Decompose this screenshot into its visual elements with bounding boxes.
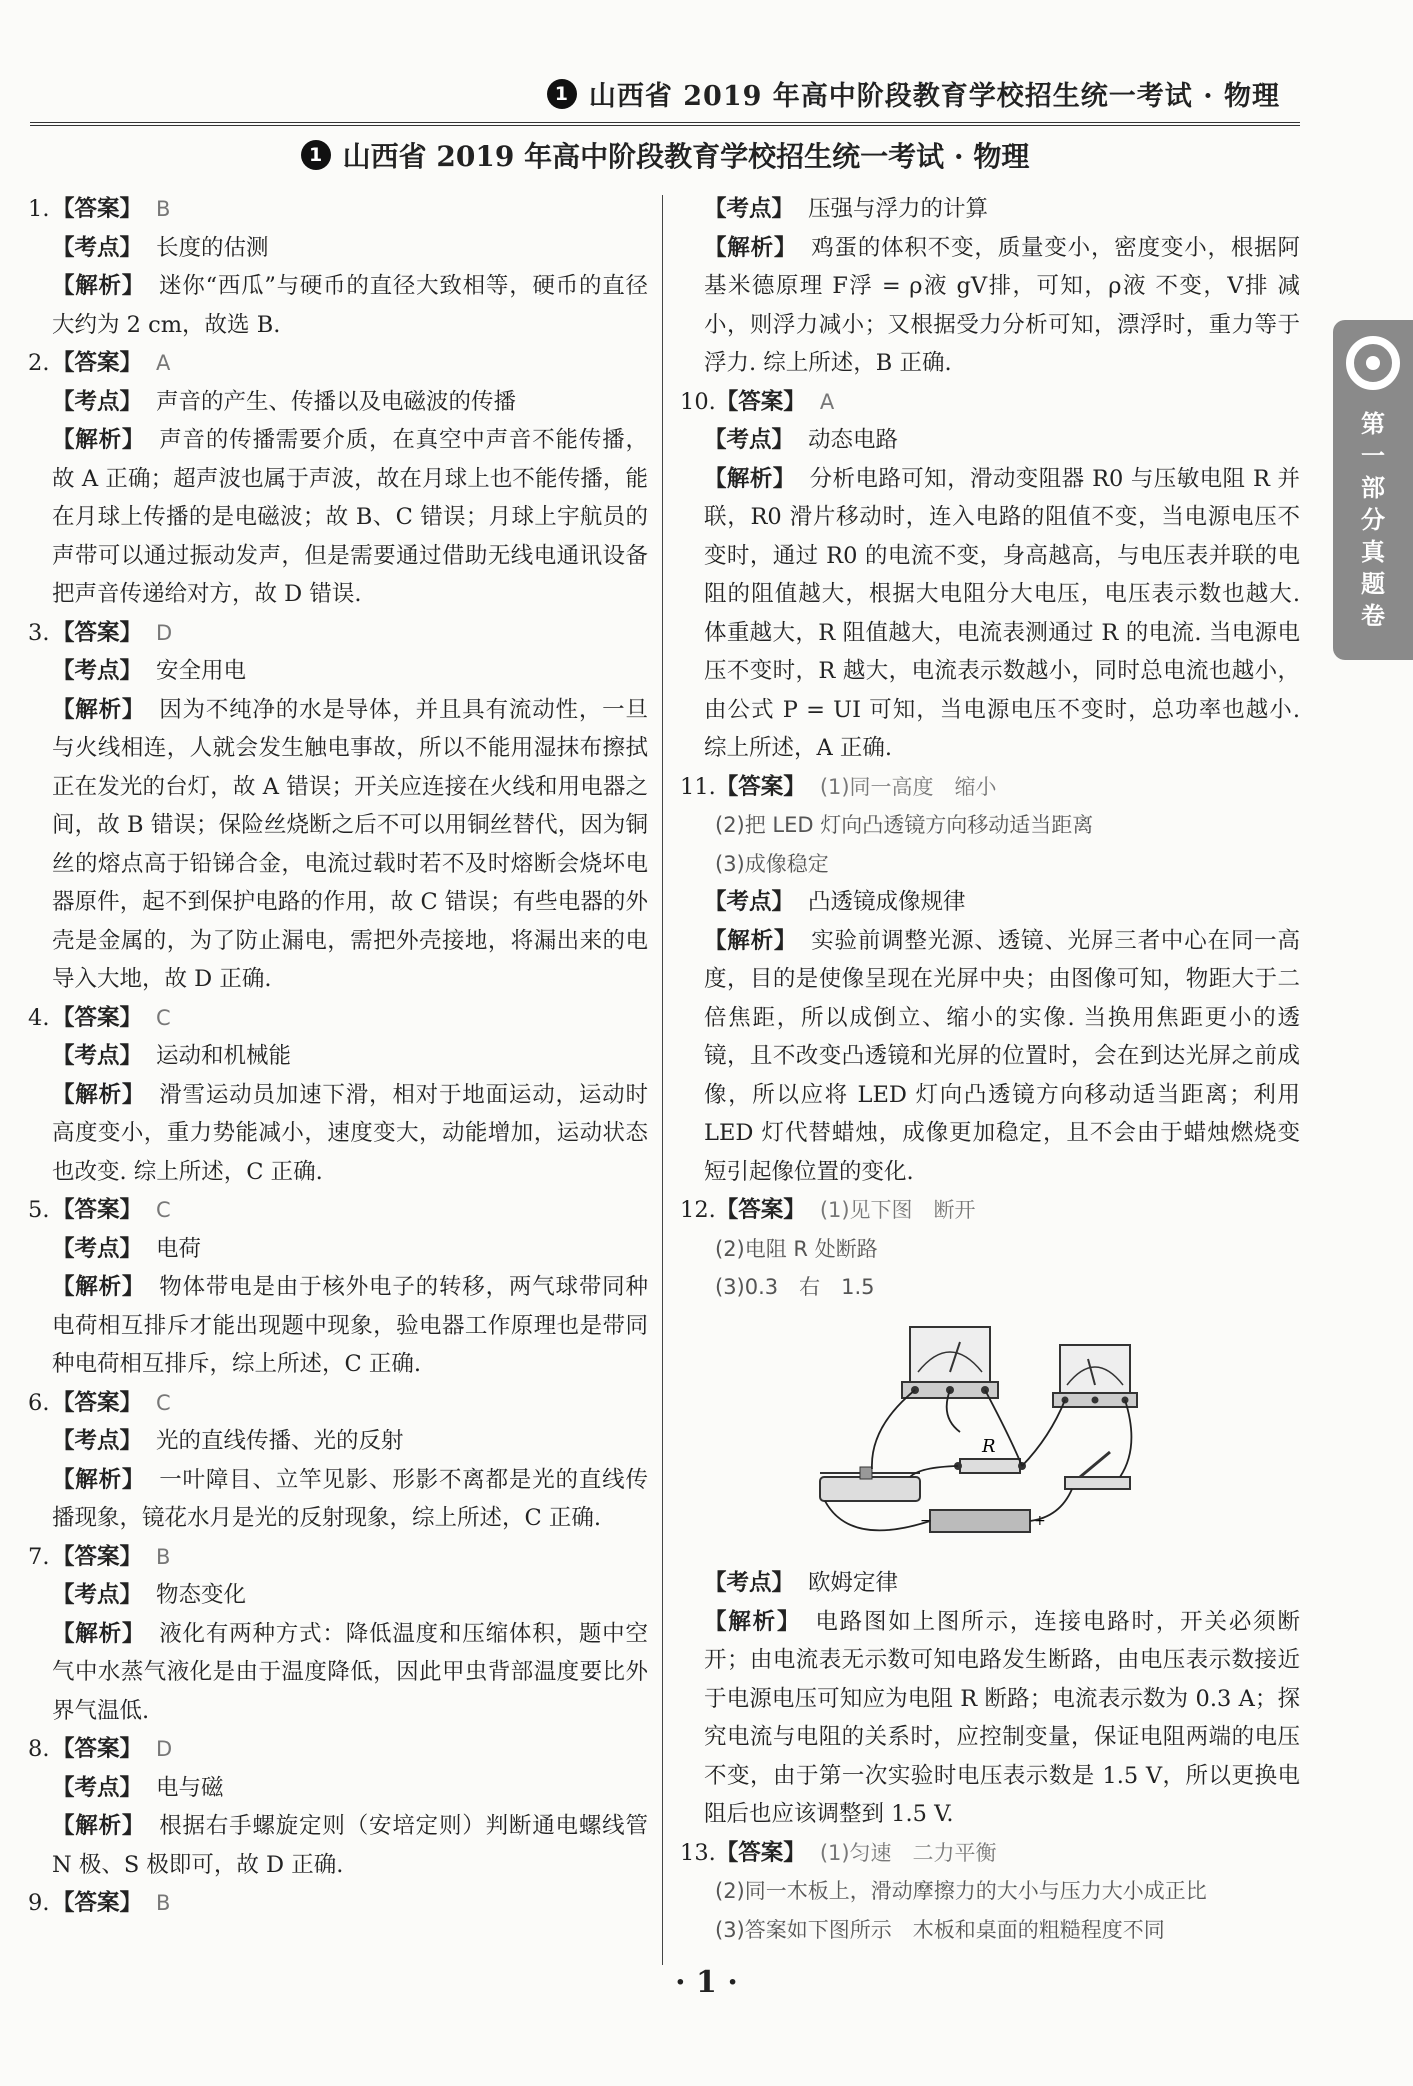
analysis-text: 鸡蛋的体积不变，质量变小，密度变小，根据阿基米德原理 F浮 = ρ液 gV排，可知，ρ液 不变，V排 减小，则浮力减小；又根据受力分析可知，漂浮时，重力等于浮力. 综上所述，B 正确. [704,234,1300,376]
question-number: 12. [680,1197,716,1223]
answer-label: 【答案】 [715,773,806,800]
answer-value: C [156,1198,171,1222]
point-label: 【考点】 [52,234,143,261]
question-13 [680,1834,1300,1950]
point-text: 电与磁 [156,1774,224,1801]
circuit-diagram [810,1317,1300,1555]
question-number: 13. [680,1839,716,1866]
analysis-label: 【解析】 [704,927,798,954]
analysis-text: 因为不纯净的水是导体，并且具有流动性，一旦与火线相连，人就会发生触电事故，所以不能用湿抹布擦拭正在发光的台灯，故 A 错误；开关应连接在火线和用电器之间，故 B 错误；保险丝烧断之后不可以用铜丝替代，因为铜丝的熔点高于铅锑合金，电流过载时若不及时熔断会烧坏电器原件，起不到保护电路的作用，故 C 错误；有些电器的外壳是金属的，为了防止漏电，需把外壳接地，将漏出来的电导入大地，故 D 正确. [52,696,648,992]
analysis-label: 【解析】 [52,696,146,723]
answer-value: B [156,1891,171,1915]
question-7 [28,1538,648,1731]
page-header [30,60,1300,126]
analysis-text: 实验前调整光源、透镜、光屏三者中心在同一高度，目的是使像呈现在光屏中央；由图像可知，物距大于二倍焦距，所以成倒立、缩小的实像. 当换用焦距更小的透镜，且不改变凸透镜和光屏的位置时，会在到达光屏之前成像，所以应将 LED 灯向凸透镜方向移动适当距离；利用 LED 灯代替蜡烛，成像更加稳定，且不会由于蜡烛燃烧变短引起像位置的变化. [704,927,1300,1185]
answer-value: D [156,1737,173,1761]
point-text: 物态变化 [156,1582,247,1608]
circuit-diagram-svg [810,1317,1140,1542]
answer-label: 【答案】 [715,388,806,415]
question-number: 5. [28,1197,50,1223]
question-number: 2. [28,350,50,376]
answer-value: B [156,197,171,221]
document-title [30,135,1300,175]
question-number: 6. [28,1389,50,1416]
question-12 [680,1191,1300,1834]
question-number: 10. [680,388,716,415]
rheostat-icon [820,1467,920,1501]
answer-label: 【答案】 [52,1736,143,1762]
answer-line-3: (3)0.3 右 1.5 [715,1275,875,1299]
analysis-label: 【解析】 [704,465,796,492]
point-label: 【考点】 [52,1043,143,1069]
answer-value: (1)同一高度 缩小 [819,774,997,799]
answer-label: 【答案】 [715,1197,806,1223]
question-8 [28,1730,648,1884]
point-label: 【考点】 [52,388,143,415]
point-text: 声音的产生、传播以及电磁波的传播 [156,388,517,415]
point-text: 压强与浮力的计算 [808,196,989,222]
point-label: 【考点】 [704,889,795,915]
point-label: 【考点】 [52,1774,143,1801]
question-10 [680,383,1300,768]
left-column [28,190,648,1923]
point-label: 【考点】 [52,1235,143,1262]
analysis-text: 声音的传播需要介质，在真空中声音不能传播，故 A 正确；超声波也属于声波，故在月球上也不能传播，能在月球上传播的是电磁波；故 B、C 错误；月球上宇航员的声带可以通过振动发声，但是需要通过借助无线电通讯设备把声音传递给对方，故 D 错误. [52,427,648,607]
answer-value: A [819,389,835,414]
point-text: 光的直线传播、光的反射 [156,1428,404,1454]
point-text: 欧姆定律 [808,1570,899,1596]
answer-label: 【答案】 [52,1890,143,1916]
point-text: 电荷 [156,1235,202,1262]
ammeter-icon [1053,1345,1137,1407]
answer-label: 【答案】 [52,1389,143,1416]
answer-label: 【答案】 [52,619,143,646]
answer-label: 【答案】 [52,1197,143,1223]
side-tab-label: 第一部分 真题卷 [1361,409,1385,630]
question-number: 7. [28,1543,50,1570]
analysis-text: 滑雪运动员加速下滑，相对于地面运动，运动时高度变小，重力势能减小，速度变大，动能增加，运动状态也改变. 综上所述，C 正确. [52,1081,648,1185]
analysis-text: 物体带电是由于核外电子的转移，两气球带同种电荷相互排斥才能出现题中现象，验电器工作原理也是带同种电荷相互排斥，综上所述，C 正确. [52,1274,648,1377]
analysis-text: 根据右手螺旋定则（安培定则）判断通电螺线管 N 极、S 极即可，故 D 正确. [52,1813,648,1878]
point-text: 凸透镜成像规律 [808,889,966,915]
analysis-label: 【解析】 [52,427,146,453]
question-9-answer [28,1884,648,1923]
question-number: 8. [28,1736,50,1762]
answer-value: (1)匀速 二力平衡 [819,1840,997,1865]
question-2 [28,344,648,614]
voltmeter-icon [902,1327,998,1398]
question-number: 9. [28,1890,50,1916]
resistor-r-icon [954,1459,1026,1473]
point-label: 【考点】 [704,427,795,453]
header-title-text: 山西省 2019 年高中阶段教育学校招生统一考试 · 物理 [588,81,1280,112]
analysis-label: 【解析】 [52,273,146,299]
question-9-continued [680,190,1300,383]
battery-icon [920,1510,1046,1532]
question-number: 3. [28,619,50,646]
resistor-r-label: R [982,1435,996,1457]
answer-line-3: (3)答案如下图所示 木板和桌面的粗糙程度不同 [715,1917,1165,1942]
answer-label: 【答案】 [52,350,143,376]
analysis-label: 【解析】 [52,1466,146,1493]
answer-value: B [156,1544,171,1569]
analysis-text: 迷你“西瓜”与硬币的直径大致相等，硬币的直径大约为 2 cm，故选 B. [52,273,648,338]
answer-value: C [156,1005,171,1030]
svg-text:−: − [920,1512,932,1529]
answer-value: A [156,351,171,375]
analysis-label: 【解析】 [52,1620,146,1647]
point-label: 【考点】 [52,1428,143,1454]
answer-line-2: (2)把 LED 灯向凸透镜方向移动适当距离 [715,813,1094,837]
question-3 [28,614,648,999]
answer-line-3: (3)成像稳定 [715,851,829,876]
answer-line-2: (2)电阻 R 处断路 [715,1236,878,1261]
analysis-label: 【解析】 [704,234,798,261]
question-1 [28,190,648,344]
point-text: 动态电路 [808,427,899,453]
header-title [547,74,1280,113]
point-label: 【考点】 [704,196,795,222]
answer-value: C [156,1390,171,1415]
target-icon [1346,336,1400,390]
question-number: 1. [28,196,50,222]
answer-label: 【答案】 [715,1839,806,1866]
answer-label: 【答案】 [52,196,143,222]
point-label: 【考点】 [52,1582,143,1608]
analysis-text: 分析电路可知，滑动变阻器 R0 与压敏电阻 R 并联，R0 滑片移动时，连入电路的阻值不变，当电源电压不变时，通过 R0 的电流不变，身高越高，与电压表并联的电阻的阻值越大，根据大电阻分大电压，电压表示数也越大. 体重越大，R 阻值越大，电流表测通过 R 的电流. 当电源电压不变时，R 越大，电流表示数越小，同时总电流也越小，由公式 P = UI 可知，当电源电压不变时，总功率也越小. 综上所述，A 正确. [704,465,1300,761]
section-side-tab [1333,320,1413,660]
question-6 [28,1384,648,1538]
answer-line-2: (2)同一木板上，滑动摩擦力的大小与压力大小成正比 [715,1879,1207,1903]
point-text: 运动和机械能 [156,1043,292,1069]
answer-value: D [156,620,173,645]
question-11 [680,768,1300,1192]
point-label: 【考点】 [52,658,143,684]
switch-icon [1065,1452,1130,1489]
answer-value: (1)见下图 断开 [819,1198,976,1222]
answer-label: 【答案】 [52,1543,143,1570]
answer-label: 【答案】 [52,1004,143,1031]
analysis-label: 【解析】 [52,1274,146,1300]
point-label: 【考点】 [704,1570,795,1596]
analysis-label: 【解析】 [52,1813,146,1839]
analysis-text: 一叶障目、立竿见影、形影不离都是光的直线传播现象，镜花水月是光的反射现象，综上所述，C 正确. [52,1466,648,1531]
right-column [680,190,1300,1949]
analysis-label: 【解析】 [52,1081,146,1108]
analysis-label: 【解析】 [704,1608,802,1635]
question-number: 4. [28,1004,50,1031]
column-divider [662,195,663,1965]
question-4 [28,999,648,1192]
question-number: 11. [680,773,716,800]
page-number: · 1 · [675,1965,738,2000]
header-number-badge: 1 [547,79,577,109]
document-title-text: 山西省 2019 年高中阶段教育学校招生统一考试 · 物理 [342,140,1030,173]
point-text: 安全用电 [156,658,247,684]
svg-text:+: + [1034,1512,1046,1529]
point-text: 长度的估测 [156,234,269,261]
title-number-badge: 1 [301,140,331,170]
analysis-text: 液化有两种方式：降低温度和压缩体积，题中空气中水蒸气液化是由于温度降低，因此甲虫背部温度要比外界气温低. [52,1620,648,1724]
analysis-text: 电路图如上图所示，连接电路时，开关必须断开；由电流表无示数可知电路发生断路，由电压表示数接近于电源电压可知应为电阻 R 断路；电流表示数为 0.3 A；探究电流与电阻的关系时，应控制变量，保证电阻两端的电压不变，由于第一次实验时电压表示数是 1.5 V，所以更换电阻后也应该调整到 1.5 V. [704,1608,1300,1827]
question-5 [28,1191,648,1384]
